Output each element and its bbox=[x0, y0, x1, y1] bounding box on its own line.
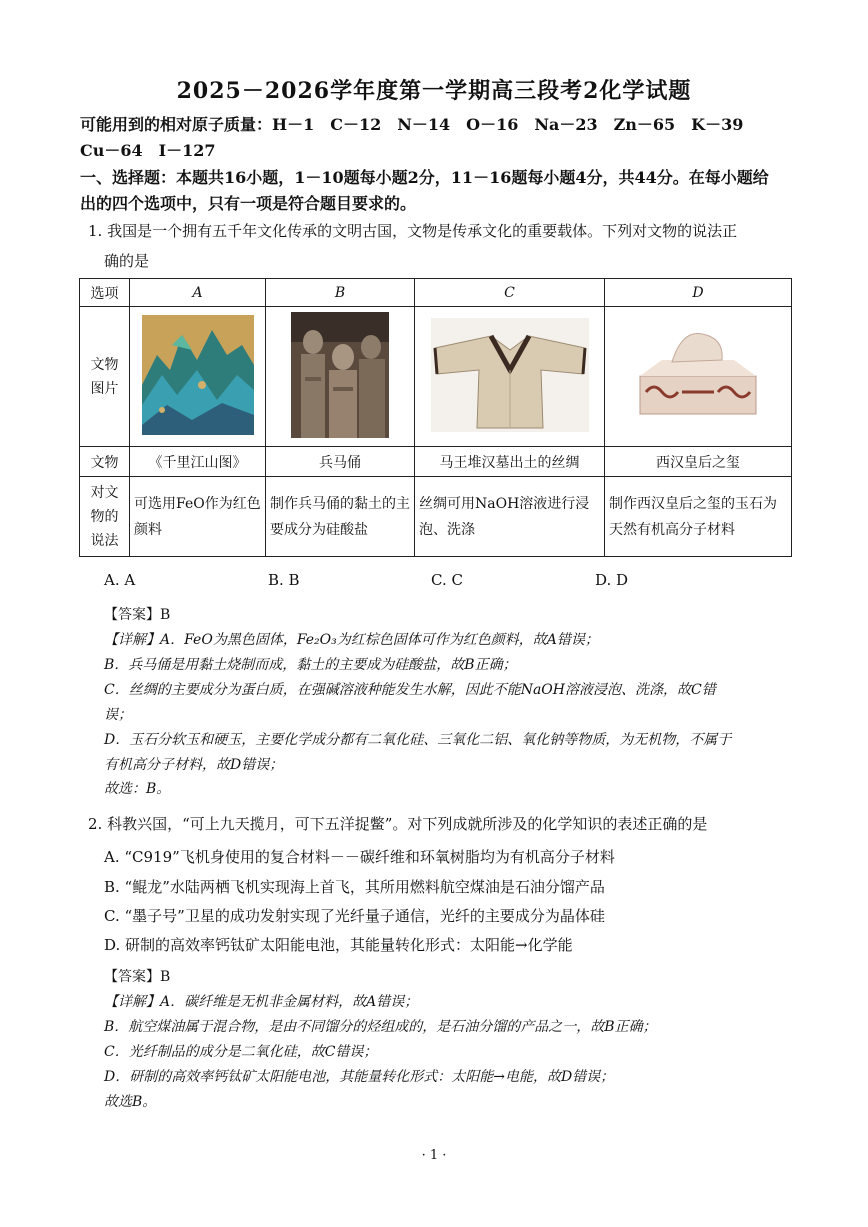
atomic-masses-line-2: Cu－64 I－127 bbox=[80, 141, 216, 160]
q1-explanation-4: 误； bbox=[104, 707, 132, 723]
q1-answer: 【答案】B bbox=[104, 607, 171, 623]
table-header-option: 选项 bbox=[80, 279, 130, 307]
statement-b: 制作兵马俑的黏土的主要成分为硅酸盐 bbox=[266, 477, 415, 557]
q2-explanation-1: 【详解】A．碳纤维是无机非金属材料，故A错误； bbox=[104, 994, 419, 1010]
table-header-a: A bbox=[130, 279, 266, 307]
landscape-painting-image bbox=[142, 315, 254, 435]
section-heading-line-1: 一、选择题：本题共16小题，1－10题每小题2分，11－16题每小题4分，共44分。在每小题给 bbox=[80, 168, 769, 187]
q1-option-c[interactable]: C. C bbox=[431, 571, 463, 589]
image-cell-b bbox=[266, 307, 415, 447]
q1-option-b[interactable]: B. B bbox=[268, 571, 300, 589]
artifact-name-d: 西汉皇后之玺 bbox=[605, 447, 792, 477]
q1-stem-line-2: 确的是 bbox=[104, 252, 150, 270]
q2-option-b[interactable]: B. “鲲龙”水陆两栖飞机实现海上首飞，其所用燃料航空煤油是石油分馏产品 bbox=[104, 878, 605, 896]
q1-stem-line-1: 1. 我国是一个拥有五千年文化传承的文明古国，文物是传承文化的重要载体。下列对文物的说法正 bbox=[88, 222, 738, 240]
table-row-image-label: 文物图片 bbox=[80, 307, 130, 447]
image-cell-c bbox=[415, 307, 605, 447]
table-row-desc-label: 对文物的说法 bbox=[80, 477, 130, 557]
q2-explanation-2: B．航空煤油属于混合物，是由不同馏分的烃组成的，是石油分馏的产品之一，故B正确； bbox=[104, 1019, 657, 1035]
artifact-name-a: 《千里江山图》 bbox=[130, 447, 266, 477]
silk-garment-image bbox=[431, 318, 589, 432]
table-header-d: D bbox=[605, 279, 792, 307]
q1-explanation-7: 故选：B。 bbox=[104, 781, 171, 797]
q2-option-a[interactable]: A. “C919”飞机身使用的复合材料－－碳纤维和环氧树脂均为有机高分子材料 bbox=[104, 848, 615, 866]
q2-stem: 2. 科教兴国，“可上九天揽月，可下五洋捉鳖”。对下列成就所涉及的化学知识的表述正确的是 bbox=[88, 815, 708, 833]
q1-explanation-5: D．玉石分软玉和硬玉，主要化学成分都有二氧化硅、三氧化二铝、氧化钠等物质，为无机物，不属于 bbox=[104, 732, 732, 748]
jade-seal-image bbox=[632, 320, 764, 430]
q2-explanation-4: D．研制的高效率钙钛矿太阳能电池，其能量转化形式：太阳能→电能，故D错误； bbox=[104, 1069, 615, 1085]
q1-explanation-1: 【详解】A．FeO为黑色固体，Fe₂O₃为红棕色固体可作为红色颜料，故A错误； bbox=[104, 632, 599, 648]
terracotta-warriors-image bbox=[291, 312, 389, 438]
statement-c: 丝绸可用NaOH溶液进行浸泡、洗涤 bbox=[415, 477, 605, 557]
q2-option-d[interactable]: D. 研制的高效率钙钛矿太阳能电池，其能量转化形式：太阳能→化学能 bbox=[104, 936, 573, 954]
table-row-name-label: 文物 bbox=[80, 447, 130, 477]
atomic-masses-line-1: 可能用到的相对原子质量：H－1 C－12 N－14 O－16 Na－23 Zn－65 K－39 bbox=[80, 115, 744, 134]
image-cell-a bbox=[130, 307, 266, 447]
artifact-name-b: 兵马俑 bbox=[266, 447, 415, 477]
q2-option-c[interactable]: C. “墨子号”卫星的成功发射实现了光纤量子通信，光纤的主要成分为晶体硅 bbox=[104, 907, 605, 925]
section-heading-line-2: 出的四个选项中，只有一项是符合题目要求的。 bbox=[80, 194, 417, 213]
image-cell-d bbox=[605, 307, 792, 447]
q1-option-d[interactable]: D. D bbox=[595, 571, 629, 589]
q1-table bbox=[79, 278, 792, 557]
q1-explanation-6: 有机高分子材料，故D错误； bbox=[104, 757, 284, 773]
q2-explanation-5: 故选B。 bbox=[104, 1094, 157, 1110]
q2-explanation-3: C．光纤制品的成分是二氧化硅，故C错误； bbox=[104, 1044, 378, 1060]
page-title: 2025－2026学年度第一学期高三段考2化学试题 bbox=[176, 78, 692, 104]
q2-answer: 【答案】B bbox=[104, 969, 171, 985]
q1-option-a[interactable]: A. A bbox=[104, 571, 136, 589]
artifact-name-c: 马王堆汉墓出土的丝绸 bbox=[415, 447, 605, 477]
statement-a: 可选用FeO作为红色颜料 bbox=[130, 477, 266, 557]
page-number: · 1 · bbox=[421, 1148, 447, 1163]
q1-explanation-3: C．丝绸的主要成分为蛋白质，在强碱溶液种能发生水解，因此不能NaOH溶液浸泡、洗涤，故C错 bbox=[104, 682, 716, 698]
q1-explanation-2: B．兵马俑是用黏土烧制而成，黏土的主要成为硅酸盐，故B正确； bbox=[104, 657, 517, 673]
table-header-b: B bbox=[266, 279, 415, 307]
table-header-c: C bbox=[415, 279, 605, 307]
statement-d: 制作西汉皇后之玺的玉石为天然有机高分子材料 bbox=[605, 477, 792, 557]
